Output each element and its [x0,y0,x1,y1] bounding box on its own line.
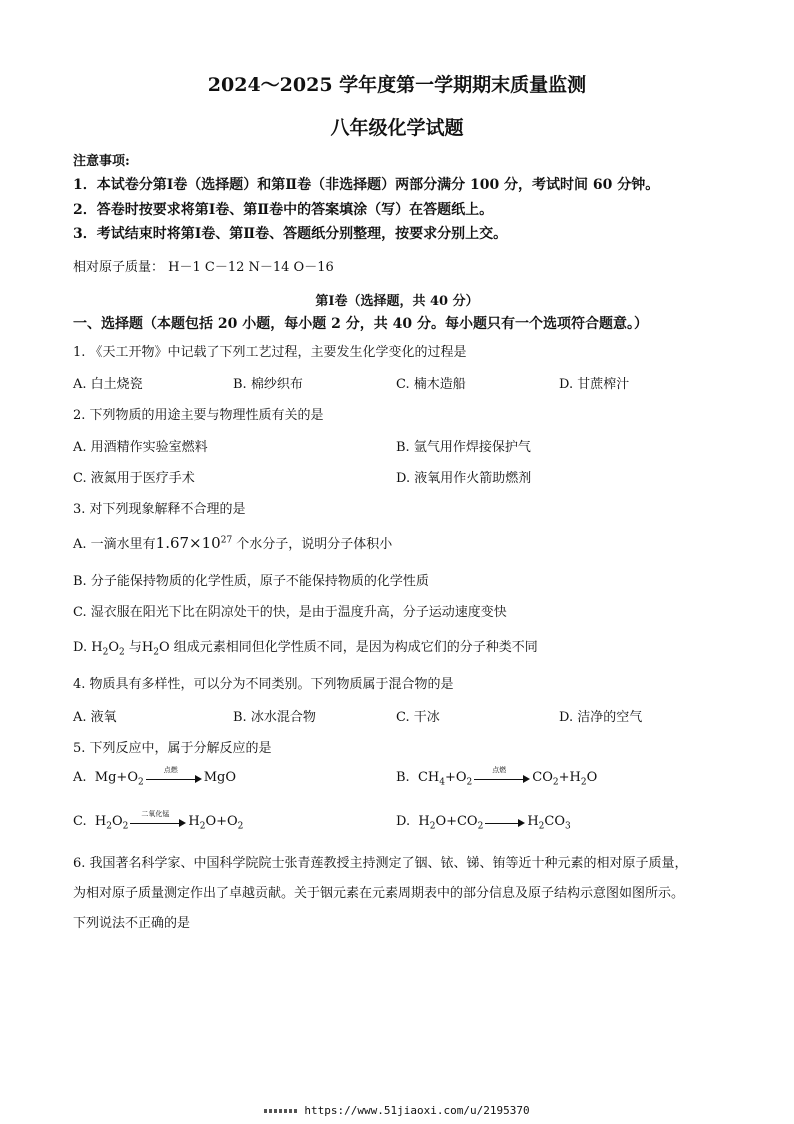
exam-subtitle: 八年级化学试题 [330,117,464,139]
q2-option-b: B. 氩气用作焊接保护气 [396,440,531,455]
q2-stem: 2. 下列物质的用途主要与物理性质有关的是 [73,408,324,423]
q6-line-2: 为相对原子质量测定作出了卓越贡献。关于铟元素在元素周期表中的部分信息及原子结构示意图如图所示。 [73,886,685,901]
q3-option-d: D. $H_2O_2$ 与$H_2O$ 组成元素相同但化学性质不同，是因为构成它们的分子种类不同 [73,640,538,658]
q1-option-d: D. 甘蔗榨汁 [559,377,630,392]
q5-option-c: C. $H_2O_2$ 二氧化锰 $H_2O+O_2$ [73,809,244,832]
q5-option-a: A. $Mg+O_2$ 点燃 MgO [73,765,237,788]
q2-option-d: D. 液氧用作火箭助燃剂 [396,471,532,486]
q4-stem: 4. 物质具有多样性，可以分为不同类别。下列物质属于混合物的是 [73,677,454,692]
q1-option-c: C. 楠木造船 [396,377,466,392]
note-item-3: 3．考试结束时将第Ⅰ卷、第Ⅱ卷、答题纸分别整理，按要求分别上交。 [73,226,508,242]
q2-option-a: A. 用酒精作实验室燃料 [73,440,208,455]
q4-option-b: B. 冰水混合物 [233,710,316,725]
reaction-arrow [485,817,525,827]
reaction-arrow: 二氧化锰 [130,817,186,827]
q5-stem: 5. 下列反应中，属于分解反应的是 [73,741,272,756]
q6-line-3: 下列说法不正确的是 [73,916,191,931]
q5-option-b: B. $CH_4+O_2$ 点燃 $CO_2+H_2O$ [396,765,598,788]
q6-line-1: 6. 我国著名科学家、中国科学院院士张青莲教授主持测定了铟、铱、锑、铕等近十种元素的相对原子质量， [73,856,688,871]
q1-option-b: B. 棉纱织布 [233,377,303,392]
exam-title: 2024～2025 学年度第一学期期末质量监测 [207,74,587,96]
q5-option-d: D. $H_2O+CO_2$ $H_2CO_3$ [396,814,571,832]
q1-option-a: A. 白土烧瓷 [73,377,143,392]
note-item-2: 2．答卷时按要求将第Ⅰ卷、第Ⅱ卷中的答案填涂（写）在答题纸上。 [73,202,494,218]
section-instructions: 一、选择题（本题包括 20 小题，每小题 2 分，共 40 分。每小题只有一个选项符合题意。） [73,316,648,332]
note-item-1: 1．本试卷分第Ⅰ卷（选择题）和第Ⅱ卷（非选择题）两部分满分 100 分，考试时间 60 分钟。 [73,177,660,193]
q4-option-a: A. 液氧 [73,710,117,725]
footer-watermark [0,1104,794,1117]
reaction-arrow: 点燃 [146,773,202,783]
q1-stem: 1. 《天工开物》中记载了下列工艺过程，主要发生化学变化的过程是 [73,345,467,360]
q4-option-c: C. 干冰 [396,710,440,725]
q3-option-c: C. 湿衣服在阳光下比在阴凉处干的快，是由于温度升高，分子运动速度变快 [73,605,507,620]
notes-heading: 注意事项: [73,154,130,169]
q3-option-b: B. 分子能保持物质的化学性质，原子不能保持物质的化学性质 [73,574,429,589]
q2-option-c: C. 液氮用于医疗手术 [73,471,195,486]
reaction-arrow: 点燃 [474,773,530,783]
section-title: 第Ⅰ卷（选择题，共 40 分） [315,294,479,309]
atomic-mass-line: 相对原子质量： H－1 C－12 N－14 O－16 [73,260,334,275]
footer-url[interactable]: https://www.51jiaoxi.com/u/2195370 [304,1104,530,1117]
watermark-icon [264,1109,298,1113]
q3-stem: 3. 对下列现象解释不合理的是 [73,502,246,517]
q4-option-d: D. 洁净的空气 [559,710,643,725]
q3-option-a: A. 一滴水里有$1.67\times 10^{27}$ 个水分子，说明分子体积小 [73,534,393,552]
